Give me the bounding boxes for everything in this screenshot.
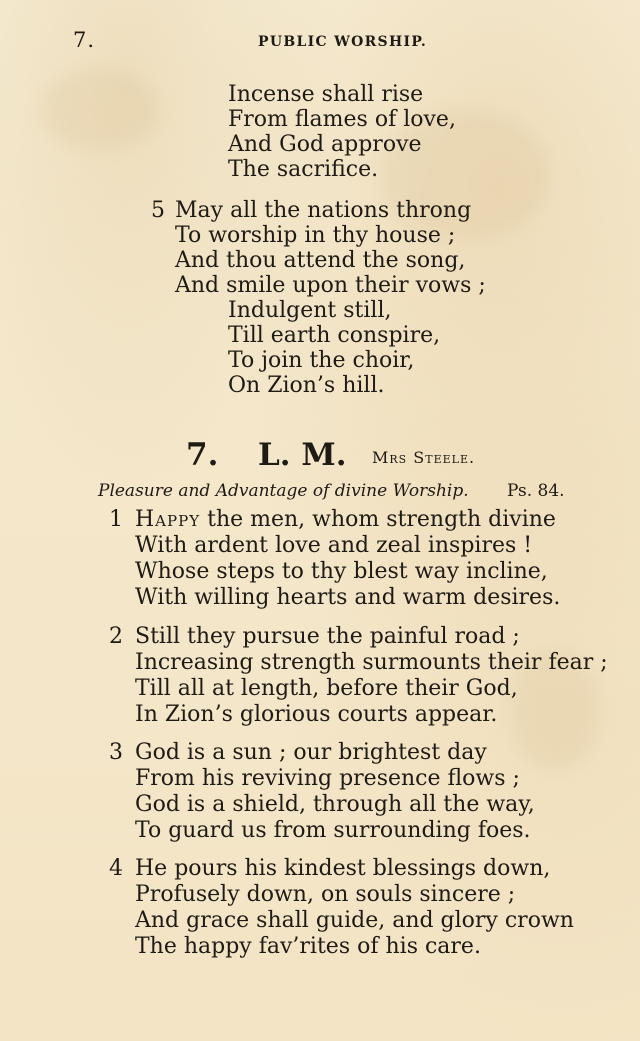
psalm-reference: Ps. 84. bbox=[507, 481, 565, 501]
stanza-line: Increasing strength surmounts their fear ; bbox=[135, 650, 608, 675]
stanza-line: Till all at length, before their God, bbox=[135, 676, 518, 701]
stanza-first-word: Happy bbox=[135, 507, 201, 532]
stanza-number: 4 bbox=[109, 856, 123, 881]
stanza-line: On Zion’s hill. bbox=[228, 373, 385, 398]
stanza-line: He pours his kindest blessings down, bbox=[135, 856, 551, 881]
hymn-subtitle: Pleasure and Advantage of divine Worship. bbox=[98, 481, 469, 501]
stanza-line: With ardent love and zeal inspires ! bbox=[135, 533, 533, 558]
stanza-number: 5 bbox=[151, 198, 165, 223]
stanza-line: The happy fav’rites of his care. bbox=[135, 934, 481, 959]
paper-stain bbox=[40, 70, 160, 150]
stanza-line: Still they pursue the painful road ; bbox=[135, 624, 520, 649]
stanza-line: In Zion’s glorious courts appear. bbox=[135, 702, 498, 727]
stanza-line: May all the nations throng bbox=[175, 198, 472, 223]
stanza-line: Till earth conspire, bbox=[228, 323, 441, 348]
stanza-line: Incense shall rise bbox=[228, 82, 424, 107]
stanza-line: The sacrifice. bbox=[228, 157, 379, 182]
stanza-line-rest: the men, whom strength divine bbox=[200, 507, 556, 532]
hymn-heading bbox=[0, 437, 640, 476]
stanza-line: Indulgent still, bbox=[228, 298, 392, 323]
page-number: 7. bbox=[73, 28, 96, 52]
stanza-line: And thou attend the song, bbox=[175, 248, 466, 273]
stanza-line bbox=[135, 509, 556, 531]
stanza-line: With willing hearts and warm desires. bbox=[135, 585, 561, 610]
stanza-line: To join the choir, bbox=[228, 348, 415, 373]
stanza-number: 1 bbox=[109, 507, 123, 532]
page-header bbox=[0, 28, 640, 58]
stanza-line: God is a shield, through all the way, bbox=[135, 792, 535, 817]
stanza-line: And grace shall guide, and glory crown bbox=[135, 908, 574, 933]
stanza-line: God is a sun ; our brightest day bbox=[135, 740, 487, 765]
hymn-meter: L. M. bbox=[258, 437, 347, 473]
stanza-number: 3 bbox=[109, 740, 123, 765]
stanza-number: 2 bbox=[109, 624, 123, 649]
stanza-line: From flames of love, bbox=[228, 107, 456, 132]
stanza-line: And God approve bbox=[228, 132, 422, 157]
stanza-line: To guard us from surrounding foes. bbox=[135, 818, 531, 843]
hymn-number: 7. bbox=[186, 437, 219, 473]
stanza-line: From his reviving presence flows ; bbox=[135, 766, 520, 791]
running-title: PUBLIC WORSHIP. bbox=[258, 34, 428, 50]
hymn-author: Mrs Steele. bbox=[372, 448, 476, 467]
stanza-line: To worship in thy house ; bbox=[175, 223, 456, 248]
stanza-line: And smile upon their vows ; bbox=[175, 273, 486, 298]
stanza-line: Whose steps to thy blest way incline, bbox=[135, 559, 548, 584]
stanza-line: Profusely down, on souls sincere ; bbox=[135, 882, 516, 907]
